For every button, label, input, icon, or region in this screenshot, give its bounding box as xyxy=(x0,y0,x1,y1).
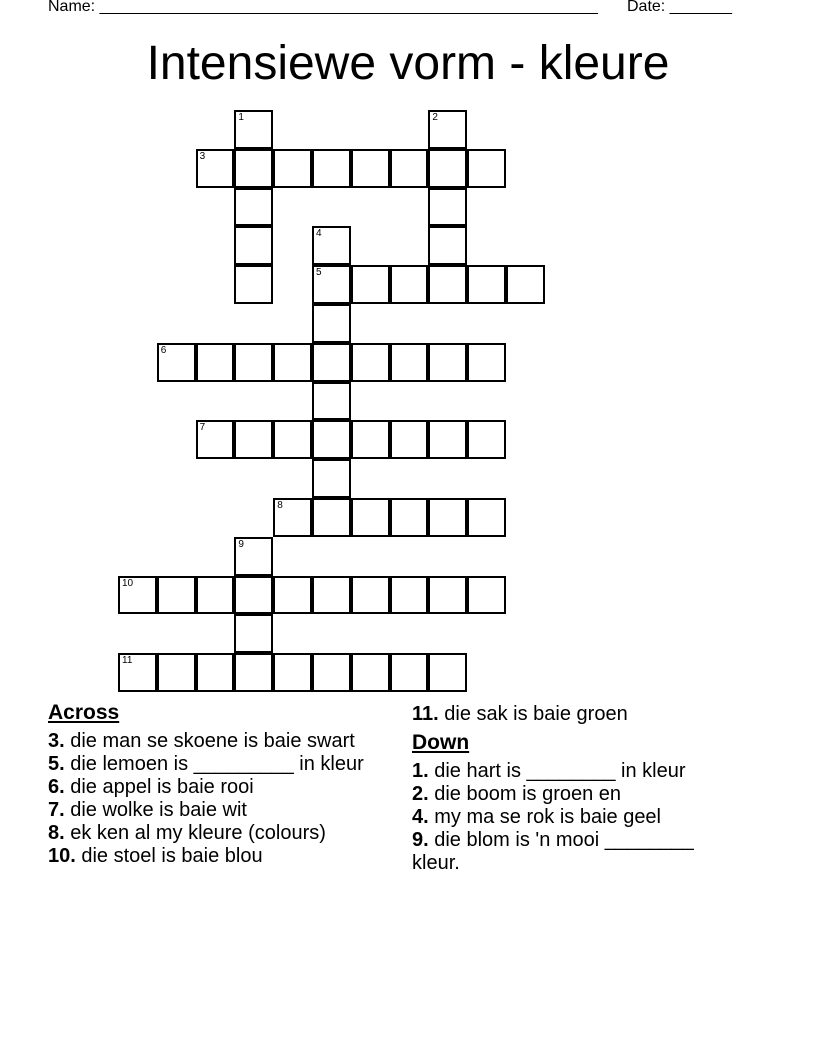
clues-left-column xyxy=(48,700,383,868)
name-field-label: Name: ________________________________________________________ xyxy=(48,0,598,15)
grid-cell[interactable] xyxy=(312,459,351,498)
grid-cell[interactable] xyxy=(234,537,273,576)
grid-cell[interactable] xyxy=(273,420,312,459)
grid-cell[interactable] xyxy=(234,149,273,188)
grid-cell[interactable] xyxy=(390,343,429,382)
clue-number-label: 3 xyxy=(199,150,206,162)
grid-cell[interactable] xyxy=(157,343,196,382)
grid-cell[interactable] xyxy=(428,188,467,227)
clue-number-label: 4 xyxy=(316,228,322,240)
clue-number-label: 2 xyxy=(432,112,438,123)
grid-cell[interactable] xyxy=(467,420,506,459)
clue-text: die hart is ________ in kleur xyxy=(428,760,686,782)
clue-number: 11. xyxy=(412,703,439,725)
grid-cell[interactable] xyxy=(196,653,235,692)
clue-text: die sak is baie groen xyxy=(438,703,628,725)
clue-number-label: 5 xyxy=(316,267,322,279)
grid-cell[interactable] xyxy=(351,498,390,537)
grid-cell[interactable] xyxy=(196,149,235,188)
clue-number-label: 10 xyxy=(122,577,134,589)
clue-down-2 xyxy=(412,783,712,806)
clue-down-1 xyxy=(412,760,712,783)
grid-cell[interactable] xyxy=(428,343,467,382)
grid-cell[interactable] xyxy=(157,653,196,692)
grid-cell[interactable] xyxy=(506,265,545,304)
grid-cell[interactable] xyxy=(390,265,429,304)
grid-cell[interactable] xyxy=(312,226,351,265)
grid-cell[interactable] xyxy=(118,653,157,692)
clue-number-label: 6 xyxy=(160,344,167,356)
grid-cell[interactable] xyxy=(428,498,467,537)
grid-cell[interactable] xyxy=(312,304,351,343)
clue-across-8 xyxy=(48,822,383,845)
clue-number: 9. xyxy=(412,829,429,851)
clue-text: ek ken al my kleure (colours) xyxy=(64,822,326,844)
grid-cell[interactable] xyxy=(428,653,467,692)
grid-cell[interactable] xyxy=(390,420,429,459)
clue-across-7 xyxy=(48,799,383,822)
clue-number: 1. xyxy=(412,760,429,782)
grid-cell[interactable] xyxy=(390,576,429,615)
clue-text: die appel is baie rooi xyxy=(64,776,254,798)
clue-down-4 xyxy=(412,806,712,829)
grid-cell[interactable] xyxy=(312,498,351,537)
grid-cell[interactable] xyxy=(428,149,467,188)
clue-down-9 xyxy=(412,829,712,875)
grid-cell[interactable] xyxy=(234,343,273,382)
grid-cell[interactable] xyxy=(467,149,506,188)
clue-across-6 xyxy=(48,776,383,799)
clue-text: die lemoen is _________ in kleur xyxy=(64,753,364,775)
down-heading: Down xyxy=(412,731,470,754)
grid-cell[interactable] xyxy=(157,576,196,615)
grid-cell[interactable] xyxy=(467,343,506,382)
grid-cell[interactable] xyxy=(234,576,273,615)
grid-cell[interactable] xyxy=(390,498,429,537)
grid-cell[interactable] xyxy=(351,343,390,382)
grid-cell[interactable] xyxy=(273,149,312,188)
grid-cell[interactable] xyxy=(234,188,273,227)
clue-number: 7. xyxy=(48,799,65,821)
grid-cell[interactable] xyxy=(196,343,235,382)
clue-number-label: 1 xyxy=(238,112,244,123)
clue-number-label: 11 xyxy=(122,655,133,667)
grid-cell[interactable] xyxy=(467,265,506,304)
clue-number-label: 8 xyxy=(277,500,283,511)
grid-cell[interactable] xyxy=(273,576,312,615)
clue-across-3 xyxy=(48,730,383,753)
date-field-label: Date: _______ xyxy=(627,0,732,15)
clue-text: die boom is groen en xyxy=(428,783,622,805)
grid-cell[interactable] xyxy=(118,576,157,615)
clue-number: 8. xyxy=(48,822,65,844)
grid-cell[interactable] xyxy=(312,576,351,615)
grid-cell[interactable] xyxy=(428,420,467,459)
grid-cell[interactable] xyxy=(273,343,312,382)
grid-cell[interactable] xyxy=(467,498,506,537)
grid-cell[interactable] xyxy=(351,149,390,188)
grid-cell[interactable] xyxy=(196,576,235,615)
clue-text: my ma se rok is baie geel xyxy=(428,806,662,828)
clue-number: 6. xyxy=(48,776,65,798)
page-title: Intensiewe vorm - kleure xyxy=(146,37,670,90)
clues-right-column xyxy=(412,700,712,875)
grid-cell[interactable] xyxy=(273,653,312,692)
grid-cell[interactable] xyxy=(351,576,390,615)
grid-cell[interactable] xyxy=(467,576,506,615)
clue-text: die man se skoene is baie swart xyxy=(64,730,355,752)
grid-cell[interactable] xyxy=(234,265,273,304)
grid-cell[interactable] xyxy=(351,265,390,304)
grid-cell[interactable] xyxy=(390,149,429,188)
grid-cell[interactable] xyxy=(234,110,273,149)
grid-cell[interactable] xyxy=(312,420,351,459)
grid-cell[interactable] xyxy=(312,382,351,421)
clue-number: 5. xyxy=(48,753,65,775)
clue-text: die stoel is baie blou xyxy=(75,845,263,867)
clue-number-label: 7 xyxy=(199,422,206,434)
grid-cell[interactable] xyxy=(234,420,273,459)
grid-cell[interactable] xyxy=(312,343,351,382)
grid-cell[interactable] xyxy=(234,614,273,653)
grid-cell[interactable] xyxy=(273,498,312,537)
clue-number-label: 9 xyxy=(238,538,244,550)
grid-cell[interactable] xyxy=(312,265,351,304)
grid-cell[interactable] xyxy=(428,265,467,304)
clue-number: 2. xyxy=(412,783,429,805)
clue-across-5 xyxy=(48,753,383,776)
grid-cell[interactable] xyxy=(428,226,467,265)
grid-cell[interactable] xyxy=(234,226,273,265)
grid-cell[interactable] xyxy=(351,420,390,459)
grid-cell[interactable] xyxy=(196,420,235,459)
clue-across-10 xyxy=(48,845,383,868)
across-heading: Across xyxy=(48,701,120,724)
grid-cell[interactable] xyxy=(428,576,467,615)
clue-number: 4. xyxy=(412,806,429,828)
clue-text: die wolke is baie wit xyxy=(64,799,247,821)
grid-cell[interactable] xyxy=(312,149,351,188)
grid-cell[interactable] xyxy=(390,653,429,692)
grid-cell[interactable] xyxy=(428,110,467,149)
grid-cell[interactable] xyxy=(351,653,390,692)
grid-cell[interactable] xyxy=(312,653,351,692)
clue-number: 10. xyxy=(48,845,76,867)
clue-across-11 xyxy=(412,703,712,726)
grid-cell[interactable] xyxy=(234,653,273,692)
clue-text: die blom is 'n mooi ________ kleur. xyxy=(412,829,694,874)
clue-number: 3. xyxy=(48,730,65,752)
